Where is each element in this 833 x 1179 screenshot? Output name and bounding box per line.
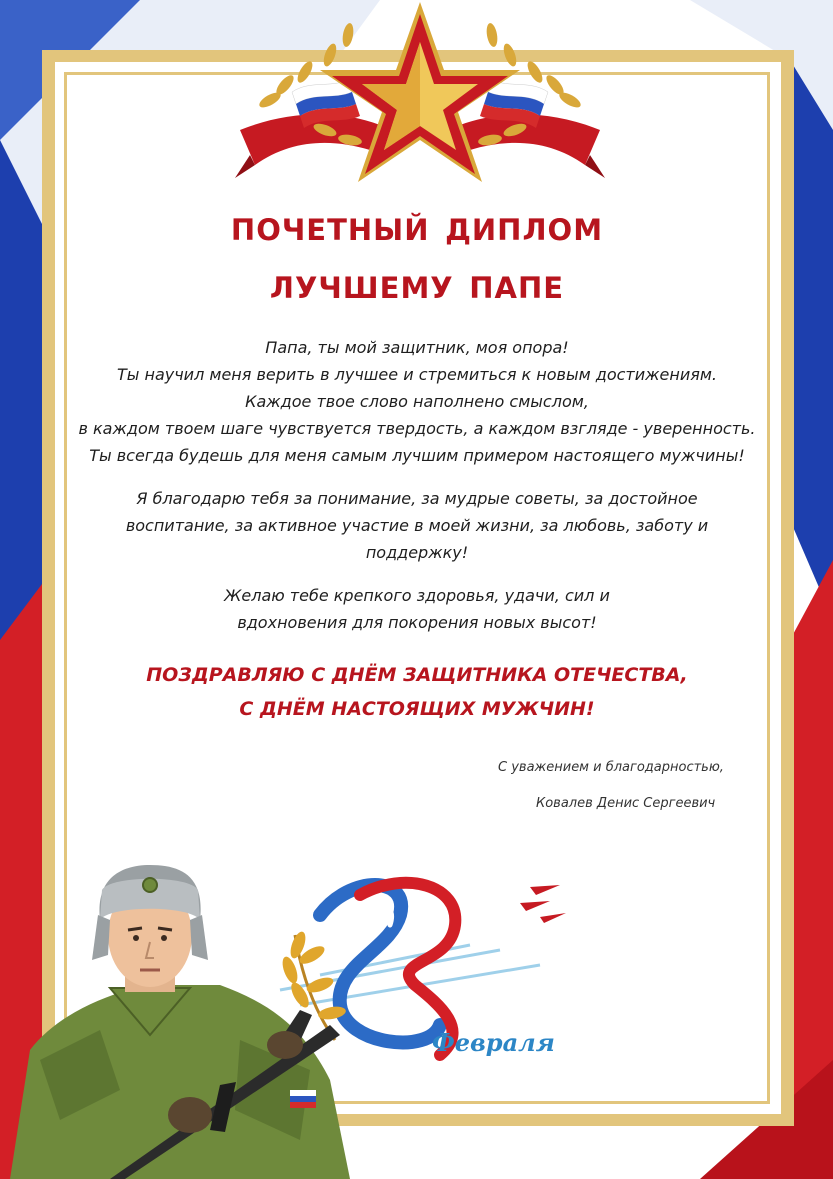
greeting-paragraph [64, 334, 770, 469]
flag-patch-icon [290, 1090, 316, 1108]
signature-regards: С уважением и благодарностью, [498, 760, 724, 775]
signature-name: Ковалев Денис Сергеевич [536, 796, 716, 811]
text-line: Ты научил меня верить в лучшее и стремиться к новым достижениям. [116, 365, 718, 384]
text-line: Папа, ты мой защитник, моя опора! [265, 338, 569, 357]
text-line: в каждом твоем шаге чувствуется твердость, а каждом взгляде - уверенность. [78, 419, 756, 438]
congratulation-block [64, 658, 770, 726]
text-line: поддержку! [365, 543, 469, 562]
text-line: Я благодарю тебя за понимание, за мудрые советы, за достойное [136, 489, 698, 508]
wishes-paragraph [64, 582, 770, 636]
text-line: воспитание, за активное участие в моей жизни, за любовь, заботу и [125, 516, 709, 535]
jet-icons [520, 885, 566, 923]
congratulation-line1: ПОЗДРАВЛЯЮ С ДНЁМ ЗАЩИТНИКА ОТЕЧЕСТВА, [146, 664, 688, 686]
congratulation-line2: С ДНЁМ НАСТОЯЩИХ МУЖЧИН! [239, 698, 595, 720]
gratitude-paragraph [64, 485, 770, 566]
diploma-title-line1: почетный диплом [230, 201, 604, 250]
text-line: вдохновения для покорения новых высот! [237, 613, 597, 632]
diploma-title-line2: лучшему папе [269, 259, 565, 308]
february-text: Февраля [432, 1028, 555, 1057]
text-line: Каждое твое слово наполнено смыслом, [245, 392, 589, 411]
text-line: Ты всегда будешь для меня самым лучшим примером настоящего мужчины! [89, 446, 745, 465]
soldier-illustration [0, 860, 360, 1179]
text-line: Желаю тебе крепкого здоровья, удачи, сил и [224, 586, 610, 605]
star-emblem [230, 0, 610, 195]
